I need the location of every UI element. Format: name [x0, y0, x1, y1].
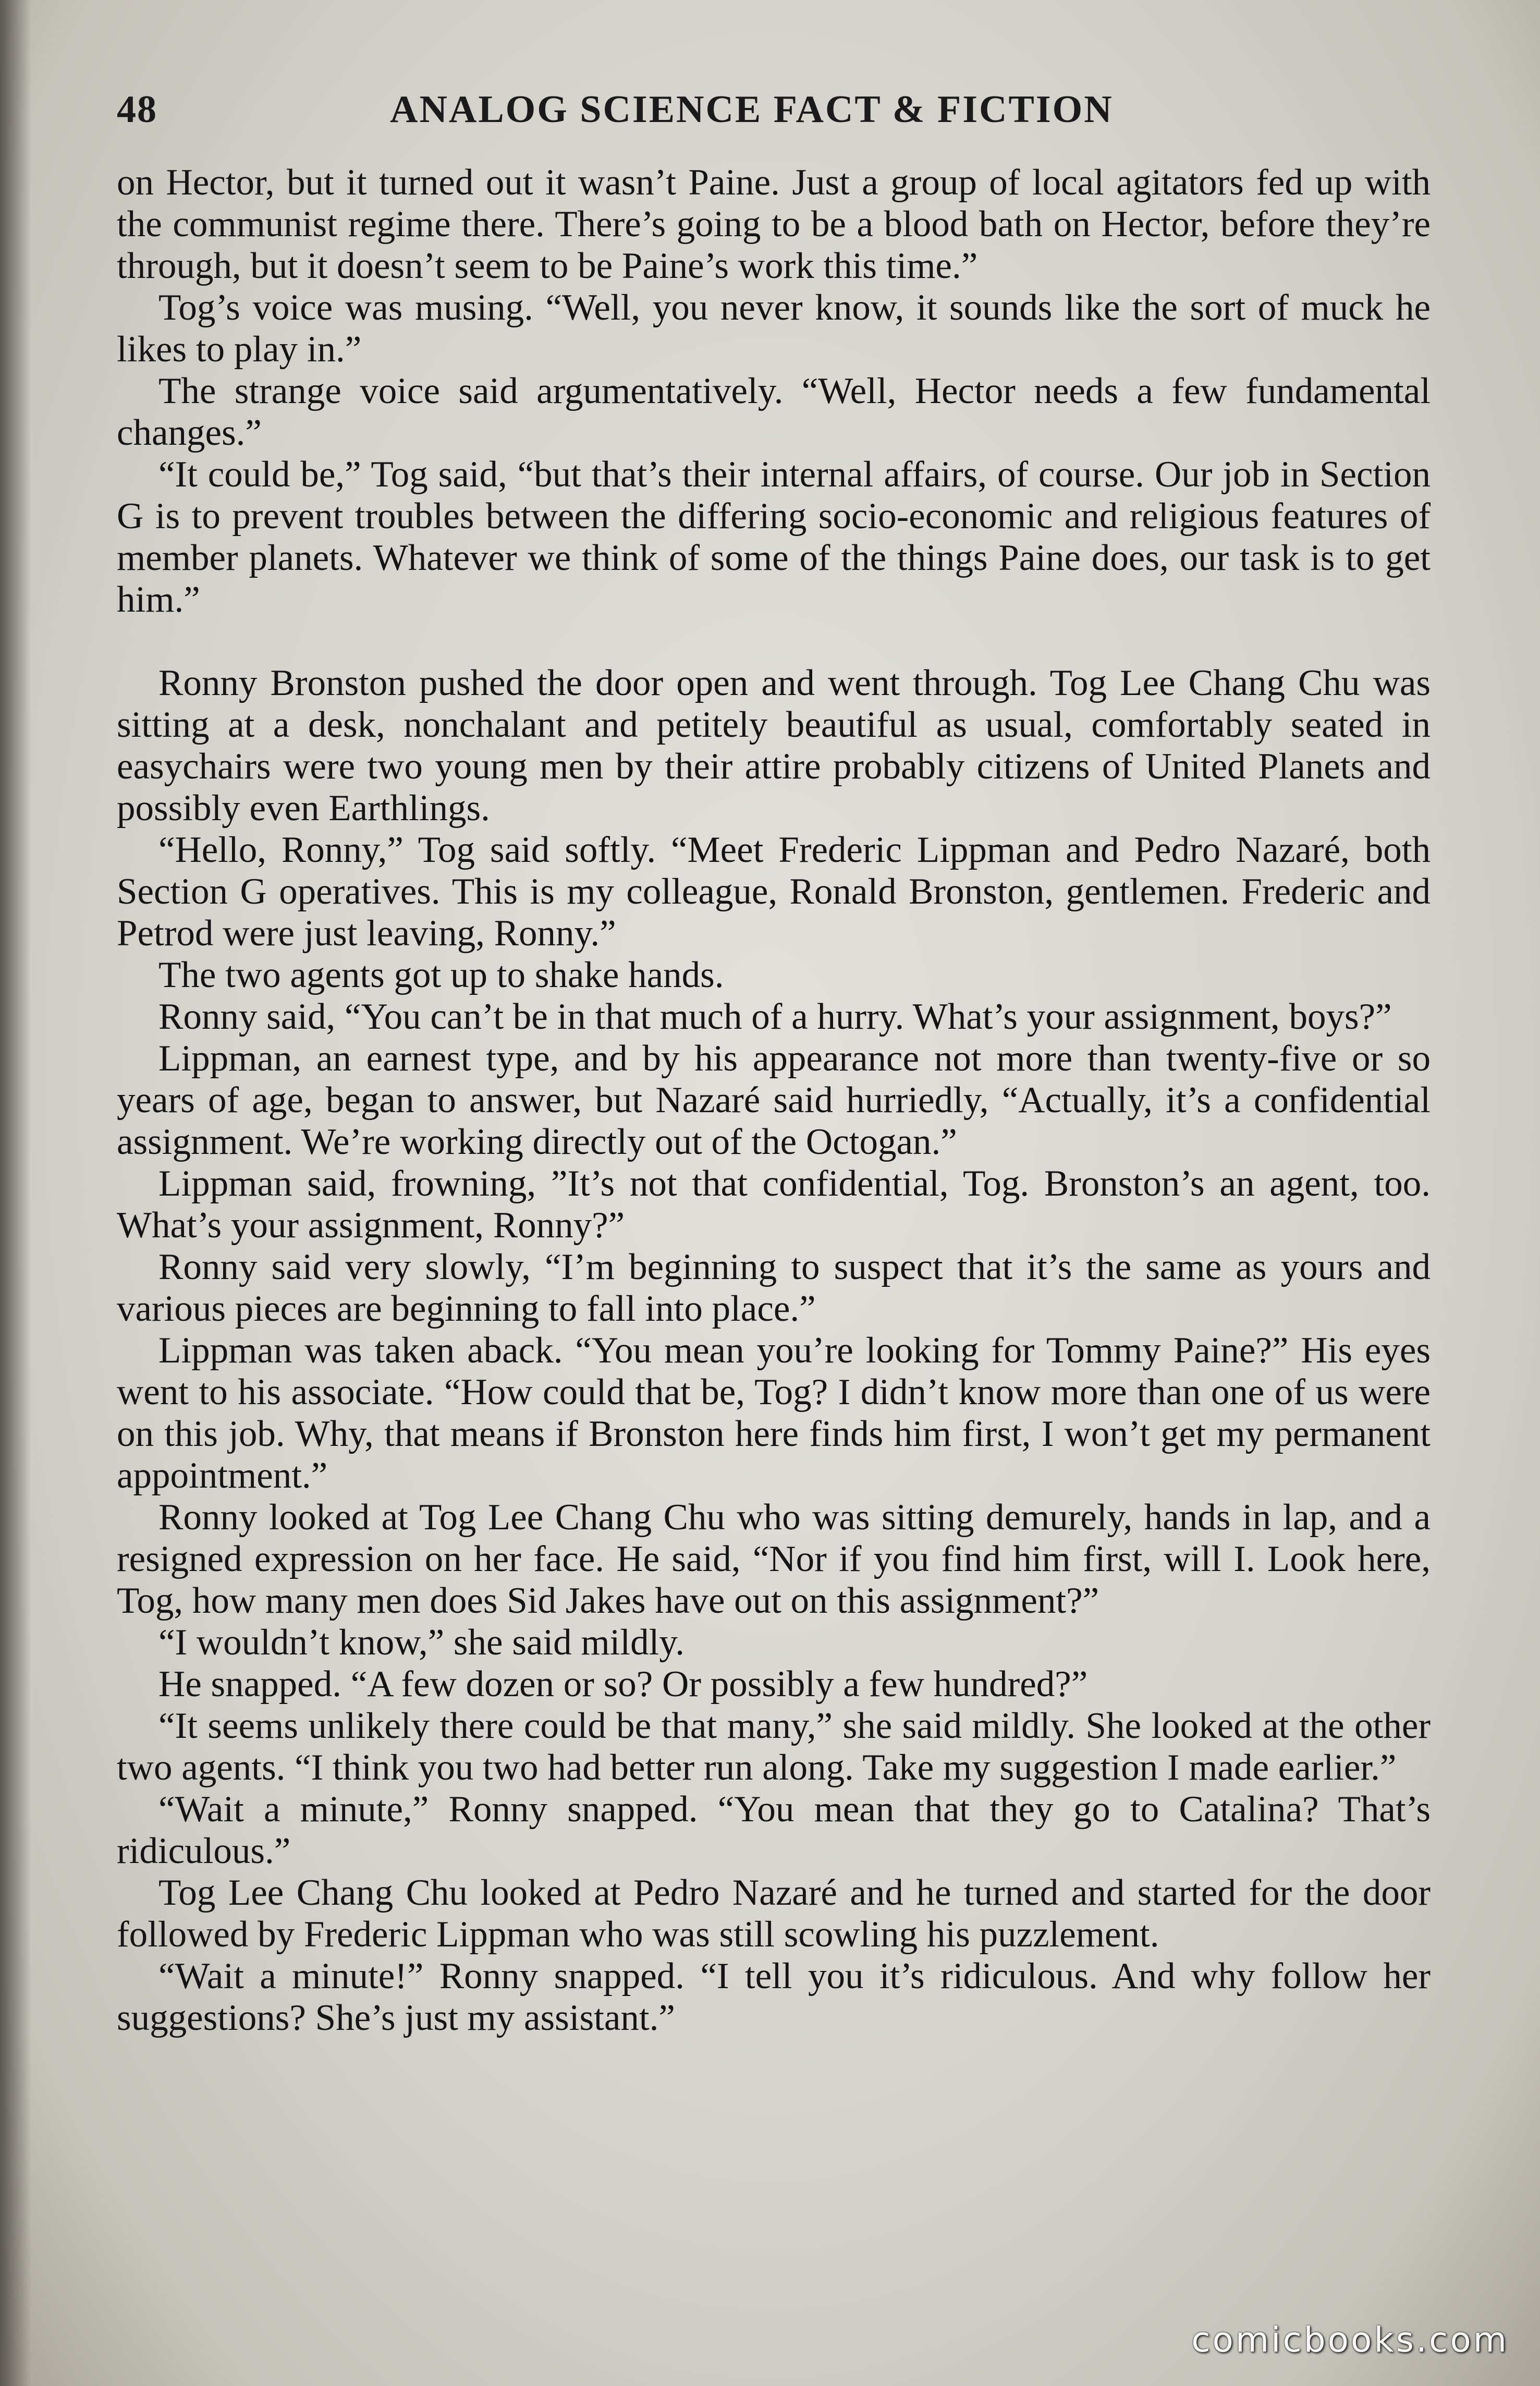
paragraph: “It could be,” Tog said, “but that’s their internal affairs, of course. Our job in Section G is to prevent troubles between the differing socio-economic and religious features of member planets. Whatever we think of some of the things Paine does, our task is to get him.”	[117, 454, 1431, 620]
running-head: ANALOG SCIENCE FACT & FICTION	[390, 88, 1114, 131]
page-binding-shadow	[0, 0, 31, 2386]
paragraph: “Hello, Ronny,” Tog said softly. “Meet Frederic Lippman and Pedro Nazaré, both Section G operatives. This is my colleague, Ronald Bronston, gentlemen. Frederic and Petrod were just leaving, Ronny.”	[117, 830, 1431, 954]
paragraph: Lippman, an earnest type, and by his appearance not more than twenty-five or so years of age, began to answer, but Nazaré said hurriedly, “Actually, it’s a confidential assignment. We’re working directly out of the Octogan.”	[117, 1038, 1431, 1162]
paragraph: “Wait a minute,” Ronny snapped. “You mean that they go to Catalina? That’s ridiculous.”	[117, 1789, 1431, 1871]
paragraph: “It seems unlikely there could be that many,” she said mildly. She looked at the other two agents. “I think you two had better run along. Take my suggestion I made earlier.”	[117, 1706, 1431, 1788]
paragraph: He snapped. “A few dozen or so? Or possibly a few hundred?”	[158, 1664, 1088, 1705]
paragraph: The strange voice said argumentatively. “Well, Hector needs a few fundamental changes.”	[117, 371, 1431, 453]
page-number: 48	[117, 88, 157, 131]
paragraph: The two agents got up to shake hands.	[158, 955, 724, 995]
paragraph: Tog Lee Chang Chu looked at Pedro Nazaré and he turned and started for the door followed by Frederic Lippman who was still scowling his puzzlement.	[117, 1872, 1431, 1955]
page-header	[117, 88, 1431, 155]
paragraph: Ronny said very slowly, “I’m beginning to suspect that it’s the same as yours and various pieces are beginning to fall into place.”	[117, 1247, 1431, 1329]
paragraph: Ronny said, “You can’t be in that much of a hurry. What’s your assignment, boys?”	[158, 996, 1392, 1037]
paragraph: Ronny Bronston pushed the door open and went through. Tog Lee Chang Chu was sitting at a desk, nonchalant and petitely beautiful as usual, comfortably seated in easychairs were two young men by their attire probably citizens of United Planets and possibly even Earthlings.	[117, 663, 1431, 829]
paragraph: Lippman said, frowning, ”It’s not that confidential, Tog. Bronston’s an agent, too. What’s your assignment, Ronny?”	[117, 1163, 1431, 1246]
paragraph: Lippman was taken aback. “You mean you’re looking for Tommy Paine?” His eyes went to his associate. “How could that be, Tog? I didn’t know more than one of us were on this job. Why, that means if Bronston here finds him first, I won’t get my permanent appointment.”	[117, 1330, 1431, 1496]
paragraph: “I wouldn’t know,” she said mildly.	[158, 1622, 685, 1663]
paragraph: Ronny looked at Tog Lee Chang Chu who was sitting demurely, hands in lap, and a resigned expression on her face. He said, “Nor if you find him first, will I. Look here, Tog, how many men does Sid Jakes have out on this assignment?”	[117, 1497, 1431, 1621]
paragraph: on Hector, but it turned out it wasn’t Paine. Just a group of local agitators fed up with the communist regime there. There’s going to be a blood bath on Hector, before they’re through, but it doesn’t seem to be Paine’s work this time.”	[117, 162, 1431, 286]
paragraph: Tog’s voice was musing. “Well, you never know, it sounds like the sort of muck he likes to play in.”	[117, 287, 1431, 370]
watermark: comicbooks.com	[1191, 2320, 1509, 2360]
paragraph: “Wait a minute!” Ronny snapped. “I tell you it’s ridiculous. And why follow her suggestions? She’s just my assistant.”	[117, 1956, 1431, 2038]
body-text	[117, 162, 1431, 2039]
